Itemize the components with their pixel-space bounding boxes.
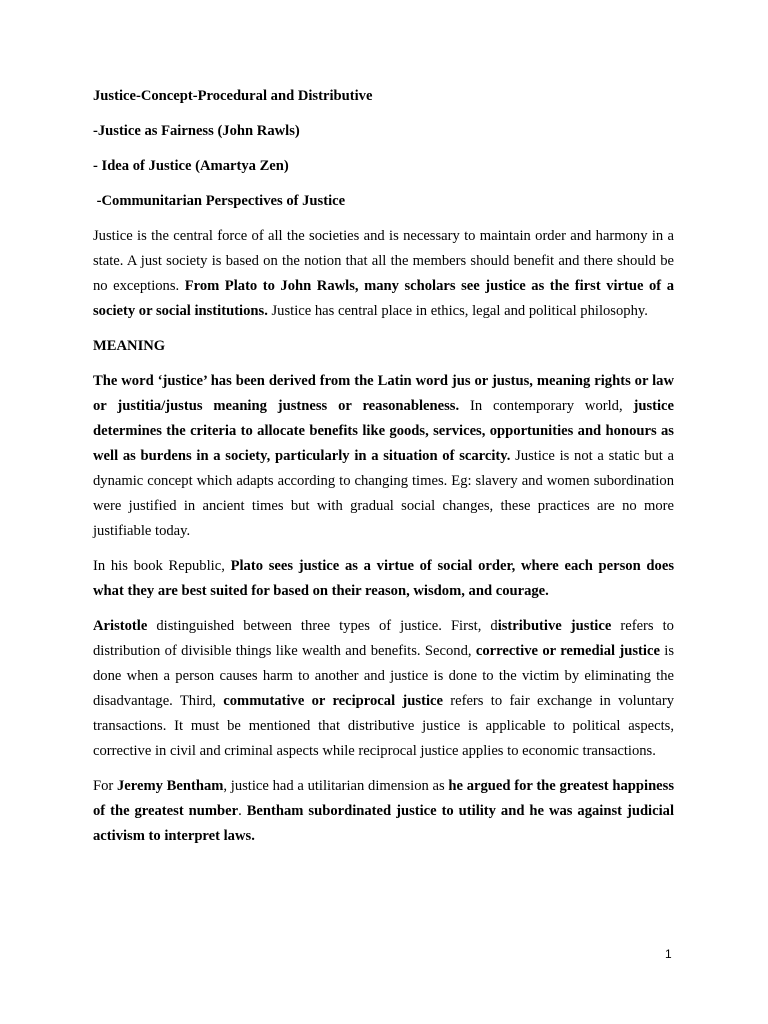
text-run: refers to distribution of divisible things like wealth and benefits. Second, bbox=[93, 618, 674, 659]
bold-run: commutative or reciprocal justice bbox=[223, 693, 443, 709]
bold-run: Jeremy Bentham bbox=[117, 778, 224, 794]
aristotle-paragraph bbox=[93, 614, 674, 764]
text-run: distinguished between three types of justice. First, d bbox=[147, 618, 498, 634]
bold-run: Bentham subordinated justice to utility and he was against judicial activism to interpret laws. bbox=[93, 803, 674, 844]
text-run: Justice is the central force of all the societies and is necessary to maintain order and harmony in a state. A just society is based on the notion that all the members should benefit and there should be no exceptions. bbox=[93, 228, 674, 294]
text-run: refers to fair exchange in voluntary transactions. It must be mentioned that distributive justice is applicable to political aspects, corrective in civil and criminal aspects while reciprocal justice applies to economic transactions. bbox=[93, 693, 674, 759]
plato-paragraph bbox=[93, 554, 674, 604]
bold-run: Aristotle bbox=[93, 618, 148, 634]
document-page bbox=[93, 84, 674, 859]
heading-justice-as-fairness: -Justice as Fairness (John Rawls) bbox=[93, 123, 300, 139]
text-run: . bbox=[238, 803, 247, 819]
bold-run: justice determines the criteria to allocate benefits like goods, services, opportunities and honours as well as burdens in a society, particularly in a situation of scarcity. bbox=[93, 398, 674, 464]
page-number: 1 bbox=[665, 947, 672, 961]
text-run: Justice has central place in ethics, legal and political philosophy. bbox=[267, 303, 648, 319]
bold-run: istributive justice bbox=[497, 618, 612, 634]
text-run: Justice is not a static but a dynamic concept which adapts according to changing times. Eg: slavery and women subordination were justified in ancient times but with gradual social changes, these practices are no more justifiable today. bbox=[93, 448, 675, 539]
text-run: For bbox=[93, 778, 117, 794]
heading-communitarian: -Communitarian Perspectives of Justice bbox=[93, 193, 346, 209]
text-run: In his book Republic, bbox=[93, 558, 231, 574]
intro-paragraph bbox=[93, 224, 674, 324]
bold-run: The word ‘justice’ has been derived from the Latin word jus or justus, meaning rights or law or justitia/justus meaning justness or reasonableness. bbox=[93, 373, 674, 414]
text-run: , justice had a utilitarian dimension as bbox=[223, 778, 449, 794]
heading-justice-concept: Justice-Concept-Procedural and Distributive bbox=[93, 88, 373, 104]
bold-run: he argued for the greatest happiness of the greatest number bbox=[93, 778, 675, 819]
text-run: is done when a person causes harm to another and justice is done to the victim by eliminating the disadvantage. Third, bbox=[93, 643, 675, 709]
text-run: In contemporary world, bbox=[459, 398, 634, 414]
bold-run: corrective or remedial justice bbox=[475, 643, 660, 659]
heading-idea-of-justice: - Idea of Justice (Amartya Zen) bbox=[93, 158, 289, 174]
bold-run: Plato sees justice as a virtue of social order, where each person does what they are best suited for based on their reason, wisdom, and courage. bbox=[93, 558, 674, 599]
bentham-paragraph bbox=[93, 774, 674, 849]
section-title-meaning: MEANING bbox=[93, 338, 166, 354]
bold-run: From Plato to John Rawls, many scholars see justice as the first virtue of a society or social institutions. bbox=[93, 278, 674, 319]
meaning-paragraph bbox=[93, 369, 674, 544]
